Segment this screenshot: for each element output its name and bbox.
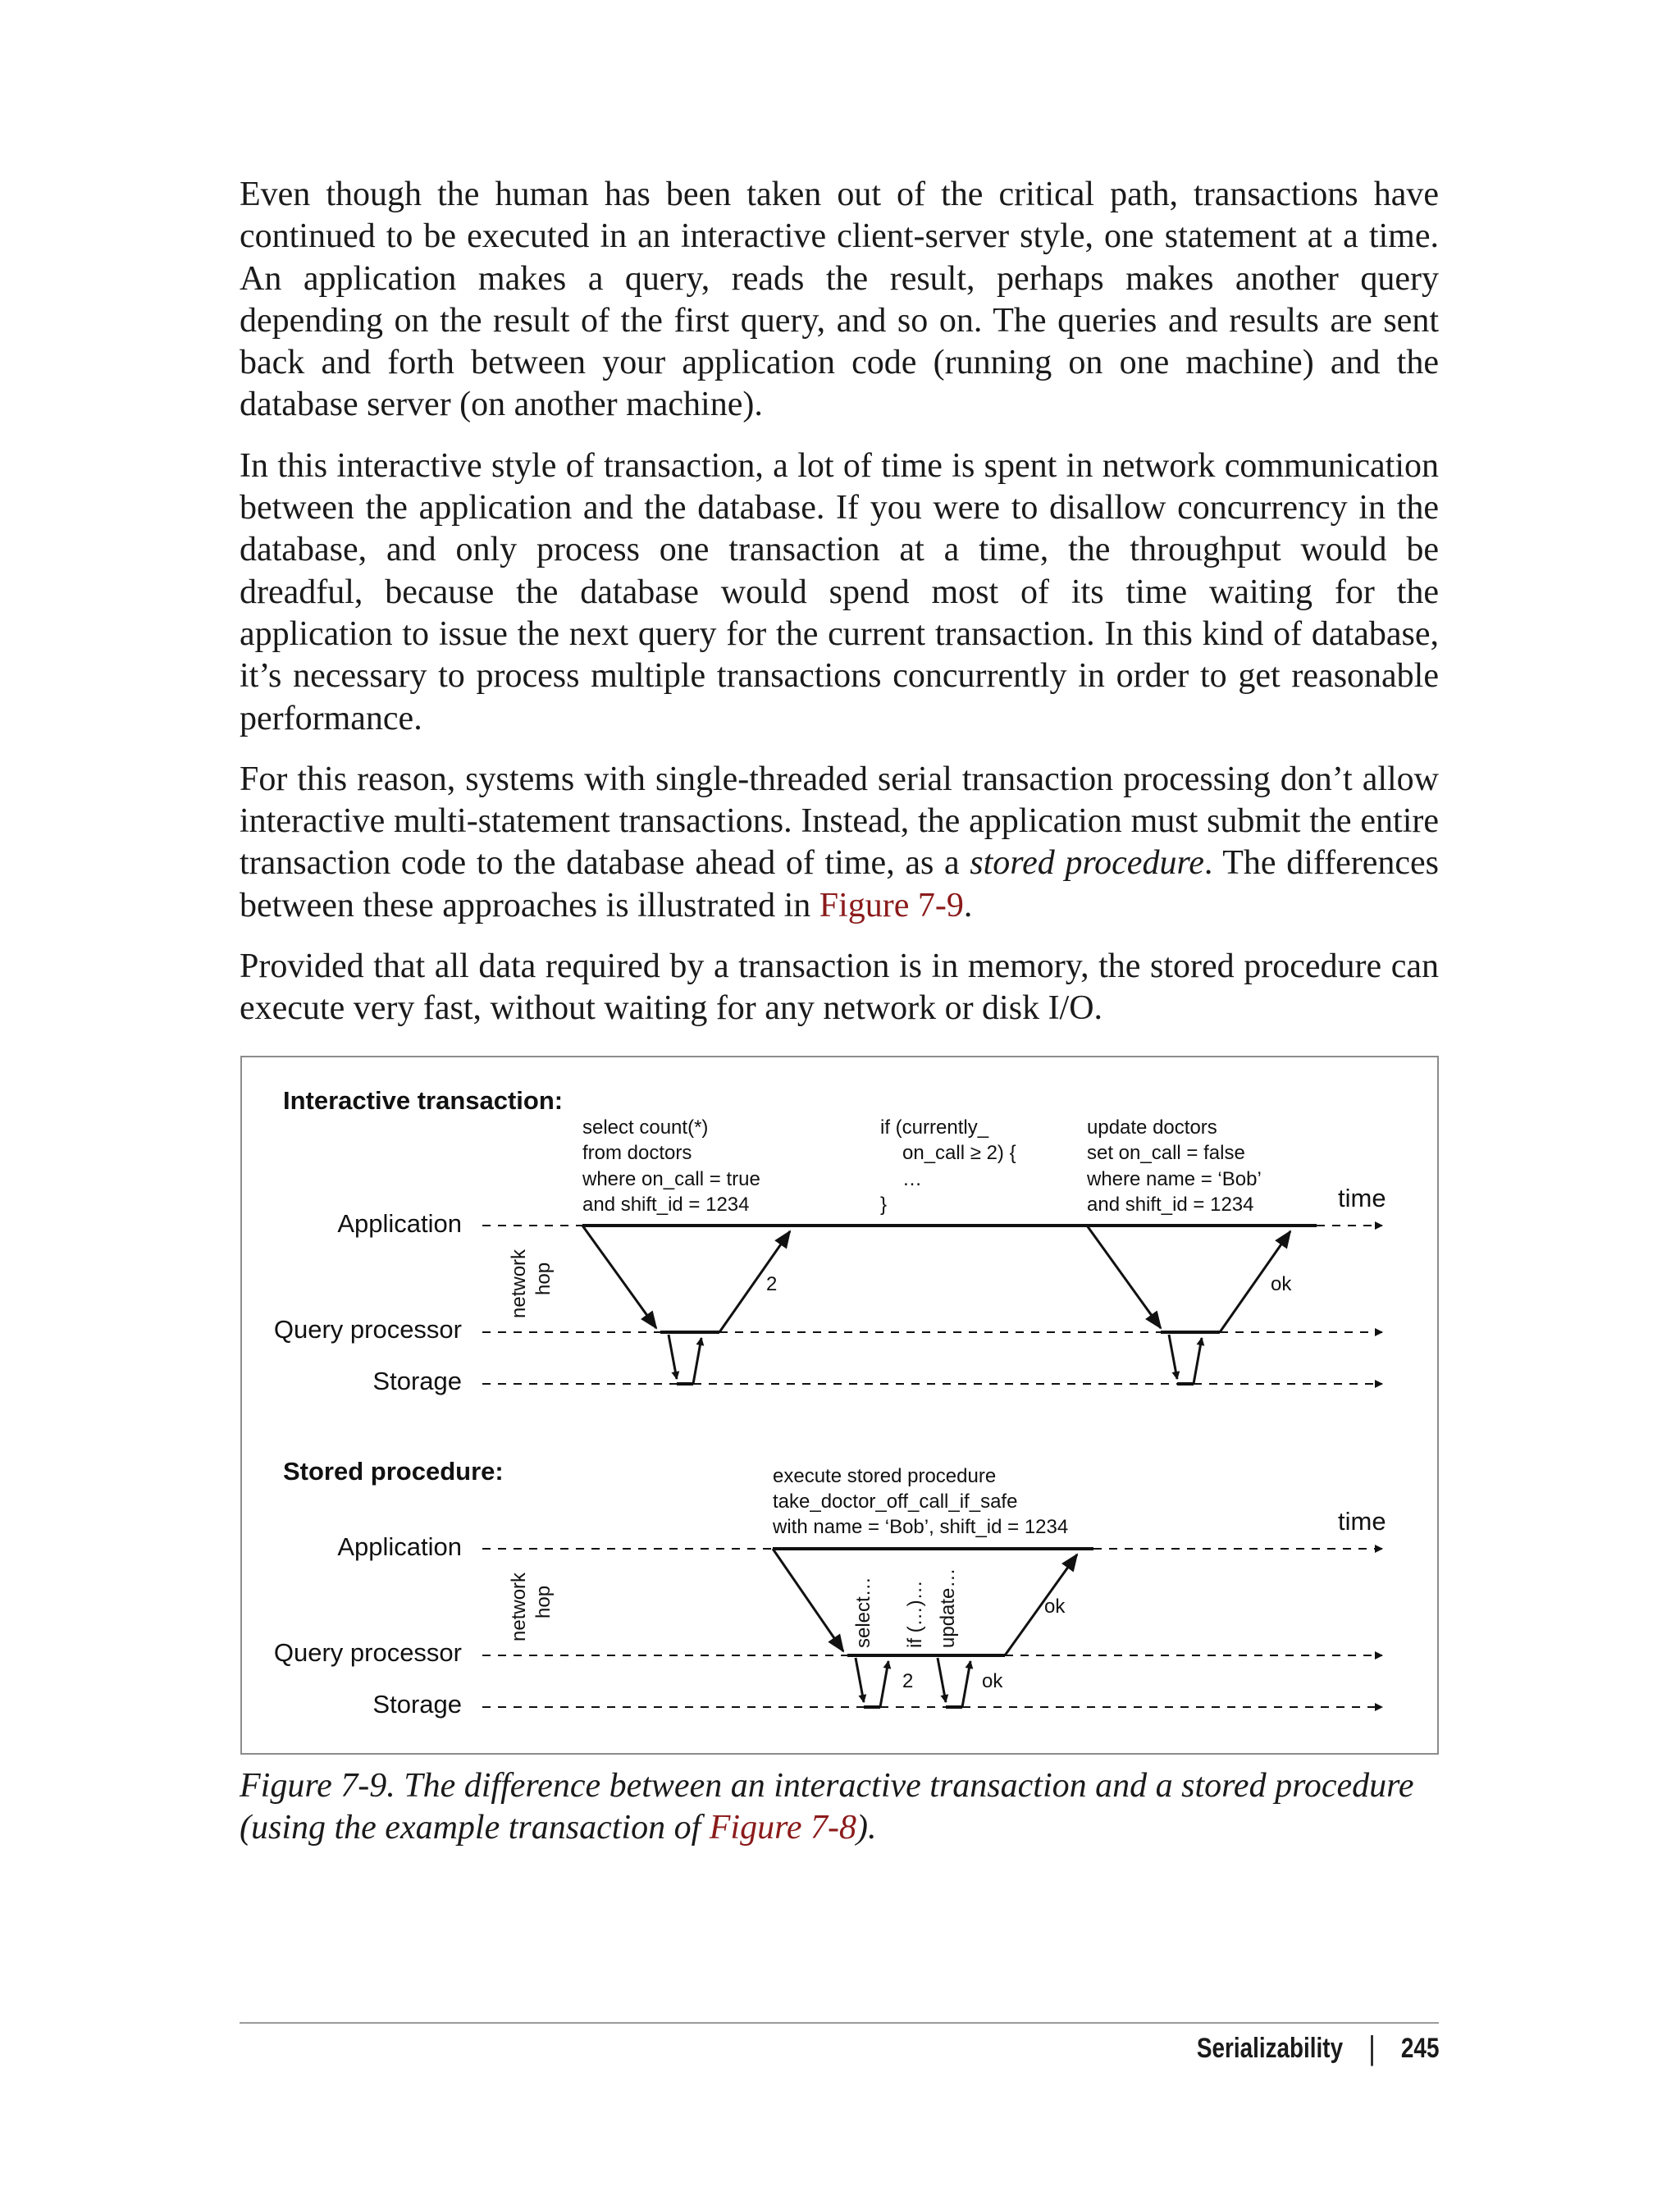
paragraph-3-text-c: . xyxy=(963,886,973,924)
transaction-diagram xyxy=(242,1057,1440,1756)
paragraph-3 xyxy=(240,759,1439,927)
footer-separator: | xyxy=(1367,2030,1376,2066)
paragraph-3-text-b: . The differences between these approaches is illustrated in xyxy=(240,844,1439,924)
figure-7-9 xyxy=(240,1056,1439,1755)
paragraph-3-text-a: For this reason, systems with single-threaded serial transaction processing don’t allow interactive multi-statement transactions. Instead, the application must submit the entire transaction code to the database ahead of time, as a xyxy=(240,760,1439,883)
sp-arrow-call-down xyxy=(773,1549,843,1651)
stored-call-line3: with name = ‘Bob’, shift_id = 1234 xyxy=(773,1516,1069,1538)
query2-line3: … xyxy=(902,1168,922,1190)
time-label-2: time xyxy=(1338,1507,1386,1536)
sp-arrow-storage-qp-1 xyxy=(880,1661,888,1707)
sp-result-2: 2 xyxy=(902,1670,914,1692)
network-hop-label-2b: hop xyxy=(532,1585,555,1618)
sp-arrow-qp-storage-2 xyxy=(938,1658,946,1702)
query3-line1: update doctors xyxy=(1087,1116,1217,1139)
result2-label: ok xyxy=(1271,1273,1292,1295)
figure-caption xyxy=(240,1765,1470,1849)
stored-procedure-term: stored procedure xyxy=(970,844,1204,883)
paragraph-4: Provided that all data required by a transaction is in memory, the stored procedure can execute very fast, without waiting for any network or disk I/O. xyxy=(240,947,1439,1028)
sp-step-select: select… xyxy=(852,1577,874,1648)
page-number: 245 xyxy=(1400,2033,1439,2064)
query2-line1: if (currently_ xyxy=(880,1116,989,1139)
sp-result-app-ok: ok xyxy=(1044,1596,1066,1618)
body-text xyxy=(240,174,1439,1049)
query3-line3: where name = ‘Bob’ xyxy=(1087,1168,1262,1190)
figure-7-8-link[interactable]: Figure 7-8 xyxy=(709,1809,856,1847)
query1-line1: select count(*) xyxy=(582,1116,709,1139)
arrow-qp-storage-1 xyxy=(669,1335,677,1379)
sp-arrow-qp-storage-1 xyxy=(856,1658,864,1702)
arrow-query3-down xyxy=(1087,1226,1161,1328)
sp-arrow-result-up xyxy=(1005,1554,1077,1655)
result1-label: 2 xyxy=(766,1273,778,1295)
page-footer xyxy=(1196,2030,1439,2067)
footer-section-title: Serializability xyxy=(1196,2033,1343,2064)
lane-query-2: Query processor xyxy=(273,1638,462,1667)
query2-line4: } xyxy=(880,1194,888,1216)
query3-line4: and shift_id = 1234 xyxy=(1087,1194,1254,1216)
network-hop-label-1a: network xyxy=(508,1249,530,1318)
arrow-query1-down xyxy=(582,1226,656,1328)
query3-line2: set on_call = false xyxy=(1087,1142,1245,1164)
figure-7-9-link[interactable]: Figure 7-9 xyxy=(819,886,964,924)
lane-application-1: Application xyxy=(337,1209,462,1238)
query1-line2: from doctors xyxy=(582,1142,692,1164)
lane-storage-2: Storage xyxy=(372,1690,462,1719)
query2-line2: on_call ≥ 2) { xyxy=(902,1142,1016,1164)
paragraph-1: Even though the human has been taken out of the critical path, transactions have continued to be executed in an interactive client-server style, one statement at a time. An application makes a query, reads the result, perhaps makes another query depending on the result of the first query, and so on. The queries and results are sent back and forth between your application code (running on one machine) and the database server (on another machine). xyxy=(240,176,1439,424)
caption-suffix: ). xyxy=(856,1809,877,1847)
caption-text: Figure 7-9. The difference between an interactive transaction and a stored procedure (using the example transaction of xyxy=(240,1767,1414,1847)
network-hop-label-1b: hop xyxy=(532,1262,555,1295)
lane-query-1: Query processor xyxy=(273,1315,462,1344)
network-hop-label-2a: network xyxy=(508,1572,530,1641)
lane-storage-1: Storage xyxy=(372,1367,462,1395)
time-label-1: time xyxy=(1338,1184,1386,1212)
paragraph-2: In this interactive style of transaction, a lot of time is spent in network communication between the application and the database. If you were to disallow concurrency in the database, and only process one transaction at a time, the throughput would be dreadful, because the database would spend most of its time waiting for the application to issue the next query for the current transaction. In this kind of database, it’s necessary to process multiple transactions concurrently in order to get reasonable performance. xyxy=(240,446,1439,737)
stored-call-line2: take_doctor_off_call_if_safe xyxy=(773,1491,1018,1513)
lane-application-2: Application xyxy=(337,1532,462,1561)
arrow-storage-qp-1 xyxy=(693,1338,701,1384)
stored-title: Stored procedure: xyxy=(283,1457,504,1486)
sp-arrow-storage-qp-2 xyxy=(962,1661,970,1707)
arrow-result1-up xyxy=(719,1231,790,1332)
arrow-qp-storage-2 xyxy=(1169,1335,1177,1379)
sp-step-update: update… xyxy=(937,1568,959,1648)
footer-rule xyxy=(240,2022,1439,2024)
sp-step-if: if (…)… xyxy=(904,1580,926,1648)
stored-call-line1: execute stored procedure xyxy=(773,1465,997,1487)
query1-line3: where on_call = true xyxy=(582,1168,760,1190)
query1-line4: and shift_id = 1234 xyxy=(582,1194,750,1216)
arrow-storage-qp-2 xyxy=(1194,1338,1202,1384)
sp-result-ok: ok xyxy=(982,1670,1003,1692)
interactive-title: Interactive transaction: xyxy=(283,1086,564,1115)
